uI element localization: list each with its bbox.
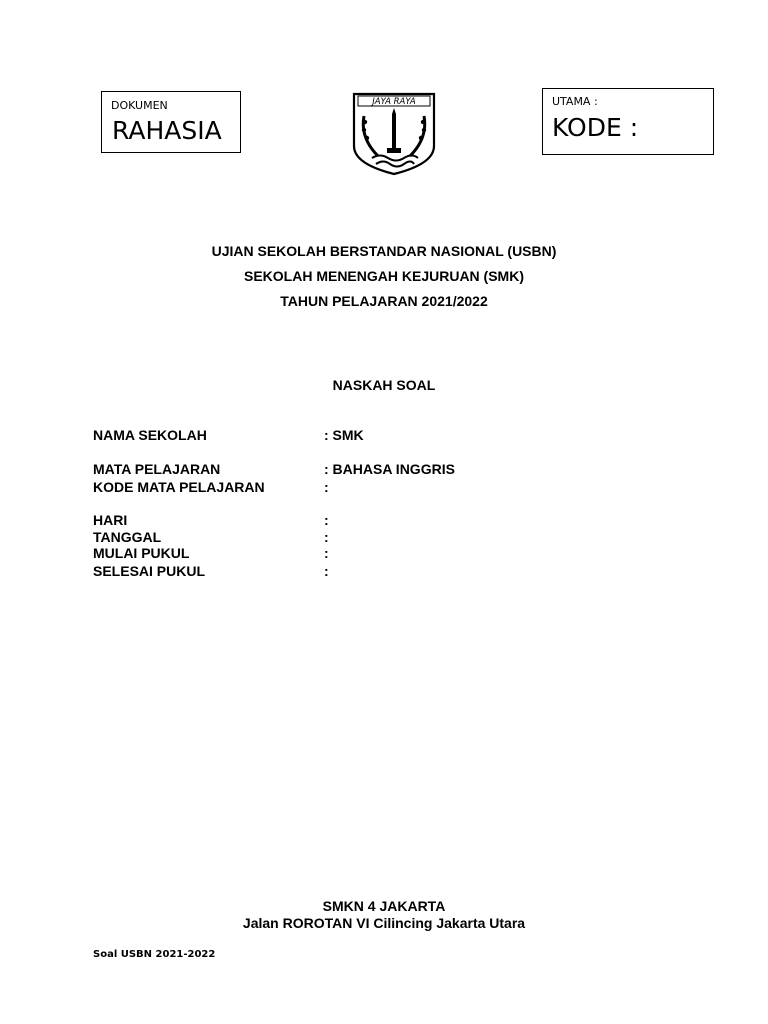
main-label: UTAMA :: [552, 95, 598, 108]
school-address: Jalan ROROTAN VI Cilincing Jakarta Utara: [242, 915, 526, 931]
field-label-day: HARI: [93, 512, 128, 528]
confidential-label: RAHASIA: [112, 116, 222, 145]
field-label-school-name: NAMA SEKOLAH: [93, 427, 207, 443]
emblem-motto: JAYA RAYA: [372, 97, 416, 107]
code-label: KODE :: [552, 113, 639, 142]
field-value-date: :: [324, 529, 329, 545]
section-title: NASKAH SOAL: [332, 377, 436, 393]
field-label-subject: MATA PELAJARAN: [93, 461, 221, 477]
jaya-raya-emblem-icon: [350, 90, 438, 176]
field-label-end-time: SELESAI PUKUL: [93, 563, 206, 579]
document-classification-box: [101, 91, 241, 153]
page-footer-note: Soal USBN 2021-2022: [93, 949, 216, 960]
exam-title: UJIAN SEKOLAH BERSTANDAR NASIONAL (USBN): [211, 243, 557, 259]
field-label-date: TANGGAL: [93, 529, 162, 545]
exam-code-box: [542, 88, 714, 155]
field-value-school-name: : SMK: [324, 427, 364, 443]
field-label-subject-code: KODE MATA PELAJARAN: [93, 479, 265, 495]
document-label: DOKUMEN: [111, 99, 168, 112]
school-level: SEKOLAH MENENGAH KEJURUAN (SMK): [243, 268, 524, 284]
field-value-day: :: [324, 512, 329, 528]
field-value-subject: : BAHASA INGGRIS: [324, 461, 455, 477]
school-name: SMKN 4 JAKARTA: [322, 898, 446, 914]
field-label-start-time: MULAI PUKUL: [93, 545, 190, 561]
field-value-end-time: :: [324, 563, 329, 579]
field-value-subject-code: :: [324, 479, 329, 495]
field-value-start-time: :: [324, 545, 329, 561]
academic-year: TAHUN PELAJARAN 2021/2022: [280, 293, 488, 309]
